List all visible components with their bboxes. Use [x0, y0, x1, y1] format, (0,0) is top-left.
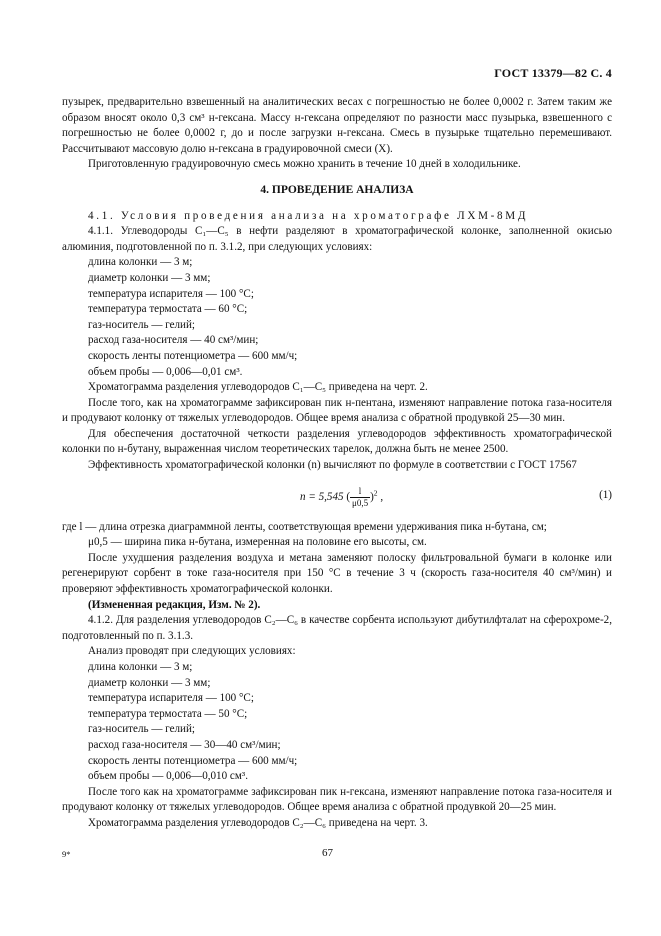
condition-item: скорость ленты потенциометра — 600 мм/ч; — [88, 349, 298, 362]
fraction-denominator: μ0,5 — [352, 497, 369, 508]
formula: n = 5,545 ( $\frac{l}{\mu 0,5}$ )$^2$ , — [300, 485, 384, 508]
formula-number: (1) — [599, 488, 612, 501]
condition-item: расход газа-носителя — 40 см³/мин; — [88, 334, 259, 347]
chart-3-reference: Хроматограмма разделения углеводородов С₂—С₆ приведена на черт. 3. — [88, 816, 428, 829]
condition-item: длина колонки — 3 м; — [88, 661, 193, 673]
regeneration-paragraph: После ухудшения разделения воздуха и метана заменяют полоску фильтровальной бумаги в колонке или регенерируют сорбент в токе газа-носителя при 150 °С в течение 3 ч (скорость газа-носителя 40 см³/мин) и проверяют эффективность хроматографической колонки. — [62, 551, 612, 596]
condition-item: газ-носитель — гелий; — [88, 318, 195, 331]
where-l: где l — длина отрезка диаграммной ленты, соответствующая времени удерживания пика н-бутана, см; — [62, 520, 547, 533]
conditions-list-2 — [62, 660, 612, 785]
analysis-conditions-intro: Анализ проводят при следующих условиях: — [88, 645, 296, 658]
formula-fraction — [350, 486, 370, 509]
condition-item: температура испарителя — 100 °С; — [88, 692, 254, 705]
subsection-4-1-1: 4.1.1. Углеводороды С₁—С₅ в нефти разделяют в хроматографической колонке, заполненной окисью алюминия, подготовленной по п. 3.1.2, при следующих условиях: — [62, 225, 612, 253]
formula-lhs: n = 5,545 — [300, 490, 344, 503]
condition-item: длина колонки — 3 м; — [88, 256, 193, 269]
condition-item: диаметр колонки — 3 мм; — [88, 271, 211, 284]
fraction-numerator: l — [350, 486, 370, 498]
condition-item: температура испарителя — 100 °С; — [88, 287, 254, 300]
footer-signature-mark: 9* — [62, 849, 71, 859]
where-mu: μ0,5 — ширина пика н-бутана, измеренная на половине его высоты, см. — [88, 536, 427, 549]
conditions-list-1 — [62, 255, 612, 380]
efficiency-paragraph: Для обеспечения достаточной четкости разделения углеводородов эффективность хроматографической колонки по н-бутану, выраженная числом теоретических тарелок, должна быть не менее 2500. — [62, 427, 612, 456]
condition-item: температура термостата — 60 °С; — [88, 303, 248, 316]
intro-paragraph: пузырек, предварительно взвешенный на аналитических весах с погрешностью не более 0,0002 г. Затем таким же образом вносят около 0,3 см³ н-гексана. Массу н-гексана определяют по разности масс пузырька, взвешенного с погрешностью не более 0,0002 г, до и после загрузки н-гексана. Смесь в пузырьке тщательно перемешивают. Рассчитывают массовую долю н-гексана в градуировочной смеси (X). — [62, 96, 612, 155]
formula-block — [62, 484, 612, 516]
page-header: ГОСТ 13379—82 С. 4 — [494, 66, 612, 80]
section-title: 4. ПРОВЕДЕНИЕ АНАЛИЗА — [260, 183, 414, 196]
condition-item: объем пробы — 0,006—0,010 см³. — [88, 770, 248, 783]
condition-item: объем пробы — 0,006—0,01 см³. — [88, 365, 243, 378]
formula-power: 2 — [373, 488, 378, 498]
chart-2-reference: Хроматограмма разделения углеводородов С₁—С₅ приведена на черт. 2. — [88, 381, 428, 394]
document-body — [62, 95, 612, 832]
condition-item: диаметр колонки — 3 мм; — [88, 676, 211, 689]
hexane-paragraph: После того как на хроматограмме зафиксирован пик н-гексана, изменяют направление потока газа-носителя и продувают колонку от тяжелых углеводородов. Общее время анализа с обратной продувкой 20—25 мин. — [62, 785, 612, 814]
subsection-4-1-2: 4.1.2. Для разделения углеводородов С₂—С₆ в качестве сорбента используют дибутилфталат на сферохроме-2, подготовленный по п. 3.1.3. — [62, 614, 612, 642]
condition-item: газ-носитель — гелий; — [88, 723, 195, 736]
condition-item: расход газа-носителя — 30—40 см³/мин; — [88, 738, 281, 751]
condition-item: температура термостата — 50 °С; — [88, 707, 248, 720]
storage-paragraph: Приготовленную градуировочную смесь можно хранить в течение 10 дней в холодильнике. — [88, 158, 521, 171]
pentane-paragraph: После того, как на хроматограмме зафиксирован пик н-пентана, изменяют направление потока газа-носителя и продувают колонку от тяжелых углеводородов. Общее время анализа с обратной продувкой 25—30 мин. — [62, 396, 612, 425]
page-number: 67 — [322, 847, 333, 859]
condition-item: скорость ленты потенциометра — 600 мм/ч; — [88, 754, 298, 767]
subsection-4-1: 4.1. Условия проведения анализа на хроматографе ЛХМ-8МД — [88, 209, 529, 222]
formula-intro: Эффективность хроматографической колонки (n) вычисляют по формуле в соответствии с ГОСТ 17567 — [88, 459, 577, 472]
amendment-note: (Измененная редакция, Изм. № 2). — [88, 598, 261, 611]
formula-tail: , — [380, 490, 384, 503]
